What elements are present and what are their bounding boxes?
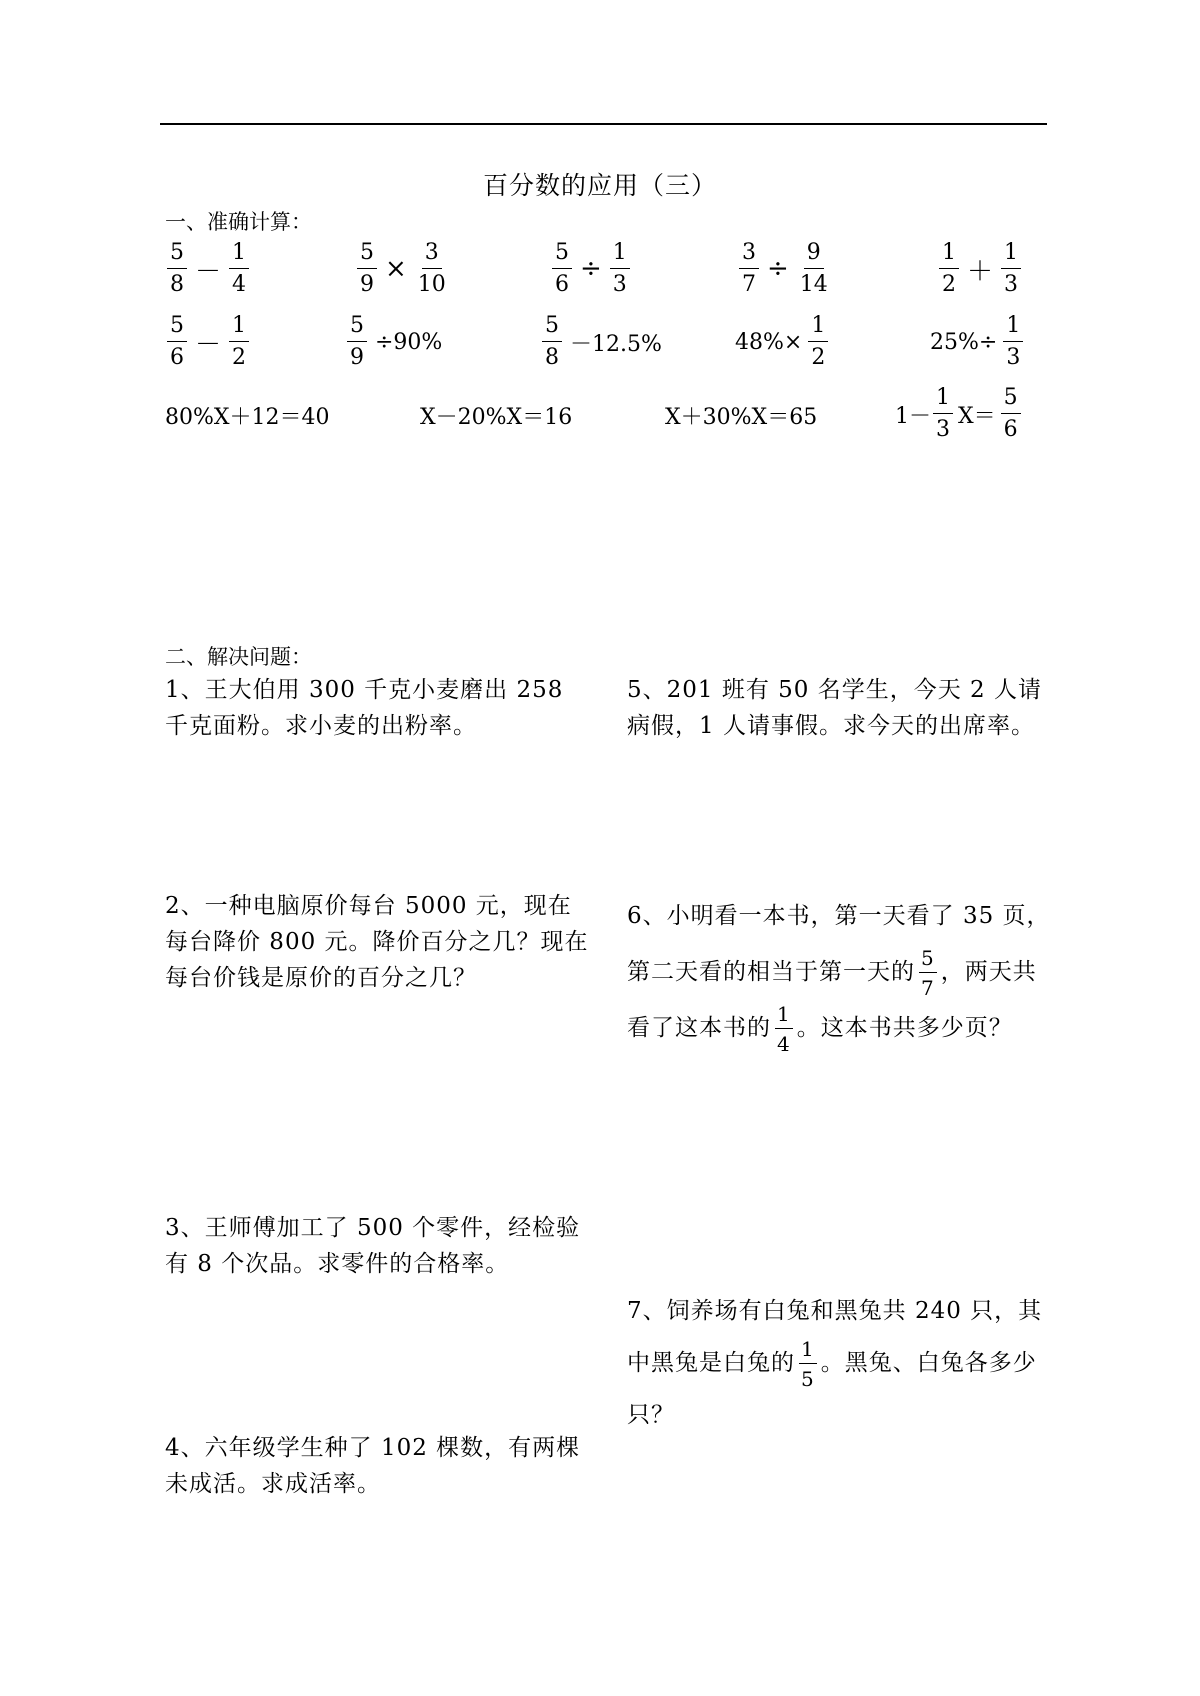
fraction: $\frac{5}{8}$ [542, 315, 562, 369]
fraction: $\frac{5}{6}$ [1001, 387, 1021, 441]
problem-7: 7、饲养场有白兔和黑兔共 240 只，其中黑兔是白兔的 $\frac{1}{5}$ 。黑兔、白兔各多少只？ [627, 1298, 1043, 1428]
problem-1: 1、王大伯用 300 千克小麦磨出 258 千克面粉。求小麦的出粉率。 [165, 677, 564, 739]
fraction: $\frac{5}{6}$ [552, 242, 572, 296]
equation-1: 80%X＋12＝40 [165, 405, 330, 430]
calc-r1-3: $\frac{5}{6}$ ÷ $\frac{1}{3}$ [550, 242, 632, 296]
fraction: $\frac{1}{2}$ [939, 242, 959, 296]
fraction: $\frac{5}{9}$ [347, 315, 367, 369]
fraction: $\frac{5}{9}$ [357, 242, 377, 296]
calc-r2-1: $\frac{5}{6}$ － $\frac{1}{2}$ [165, 315, 251, 369]
calc-r1-1: $\frac{5}{8}$ － $\frac{1}{4}$ [165, 242, 251, 296]
section1-heading: 一、准确计算： [165, 210, 312, 234]
problem-5: 5、201 班有 50 名学生，今天 2 人请病假，1 人请事假。求今天的出席率。 [627, 677, 1042, 739]
page-title: 百分数的应用（三） [482, 171, 717, 200]
fraction: $\frac{1}{3}$ [1001, 242, 1021, 296]
problem-3: 3、王师傅加工了 500 个零件，经检验有 8 个次品。求零件的合格率。 [165, 1215, 581, 1277]
calc-r1-2: $\frac{5}{9}$ × $\frac{3}{10}$ [355, 242, 451, 296]
problem-6: 6、小明看一本书，第一天看了 35 页，第二天看的相当于第一天的 $\frac{5}{7}$ ，两天共看了这本书的 $\frac{1}{4}$ 。这本书共多少页？ [627, 903, 1051, 1056]
calc-r1-4: $\frac{3}{7}$ ÷ $\frac{9}{14}$ [737, 242, 833, 296]
fraction: $\frac{1}{2}$ [808, 315, 828, 369]
fraction: $\frac{5}{6}$ [167, 315, 187, 369]
fraction: $\frac{1}{4}$ [777, 1002, 791, 1056]
equation-2: X－20%X＝16 [420, 405, 573, 430]
equation-4: 1－ $\frac{1}{3}$ X＝ $\frac{5}{6}$ [895, 387, 1023, 441]
fraction: $\frac{1}{2}$ [229, 315, 249, 369]
fraction: $\frac{3}{10}$ [417, 240, 446, 297]
fraction: $\frac{1}{4}$ [229, 242, 249, 296]
fraction: $\frac{3}{7}$ [739, 242, 759, 296]
calc-r2-4: 48%× $\frac{1}{2}$ [735, 315, 830, 369]
calc-r2-5: 25%÷ $\frac{1}{3}$ [930, 315, 1025, 369]
fraction: $\frac{1}{3}$ [933, 387, 953, 441]
fraction: $\frac{9}{14}$ [799, 240, 828, 297]
calc-r2-2: $\frac{5}{9}$ ÷90% [345, 315, 442, 369]
fraction: $\frac{1}{3}$ [610, 242, 630, 296]
fraction: $\frac{5}{7}$ [921, 946, 935, 1000]
fraction: $\frac{1}{3}$ [1003, 315, 1023, 369]
equation-3: X＋30%X＝65 [665, 405, 818, 430]
header-rule [160, 123, 1047, 125]
section2-heading: 二、解决问题： [165, 645, 312, 669]
fraction: $\frac{1}{5}$ [801, 1337, 815, 1391]
problem-2: 2、一种电脑原价每台 5000 元，现在每台降价 800 元。降价百分之几？现在每台价钱是原价的百分之几？ [165, 893, 589, 991]
calc-r1-5: $\frac{1}{2}$ ＋ $\frac{1}{3}$ [937, 242, 1023, 296]
fraction: $\frac{5}{8}$ [167, 242, 187, 296]
problem-4: 4、六年级学生种了 102 棵数，有两棵未成活。求成活率。 [165, 1435, 581, 1497]
calc-r2-3: $\frac{5}{8}$ －12.5% [540, 315, 662, 369]
